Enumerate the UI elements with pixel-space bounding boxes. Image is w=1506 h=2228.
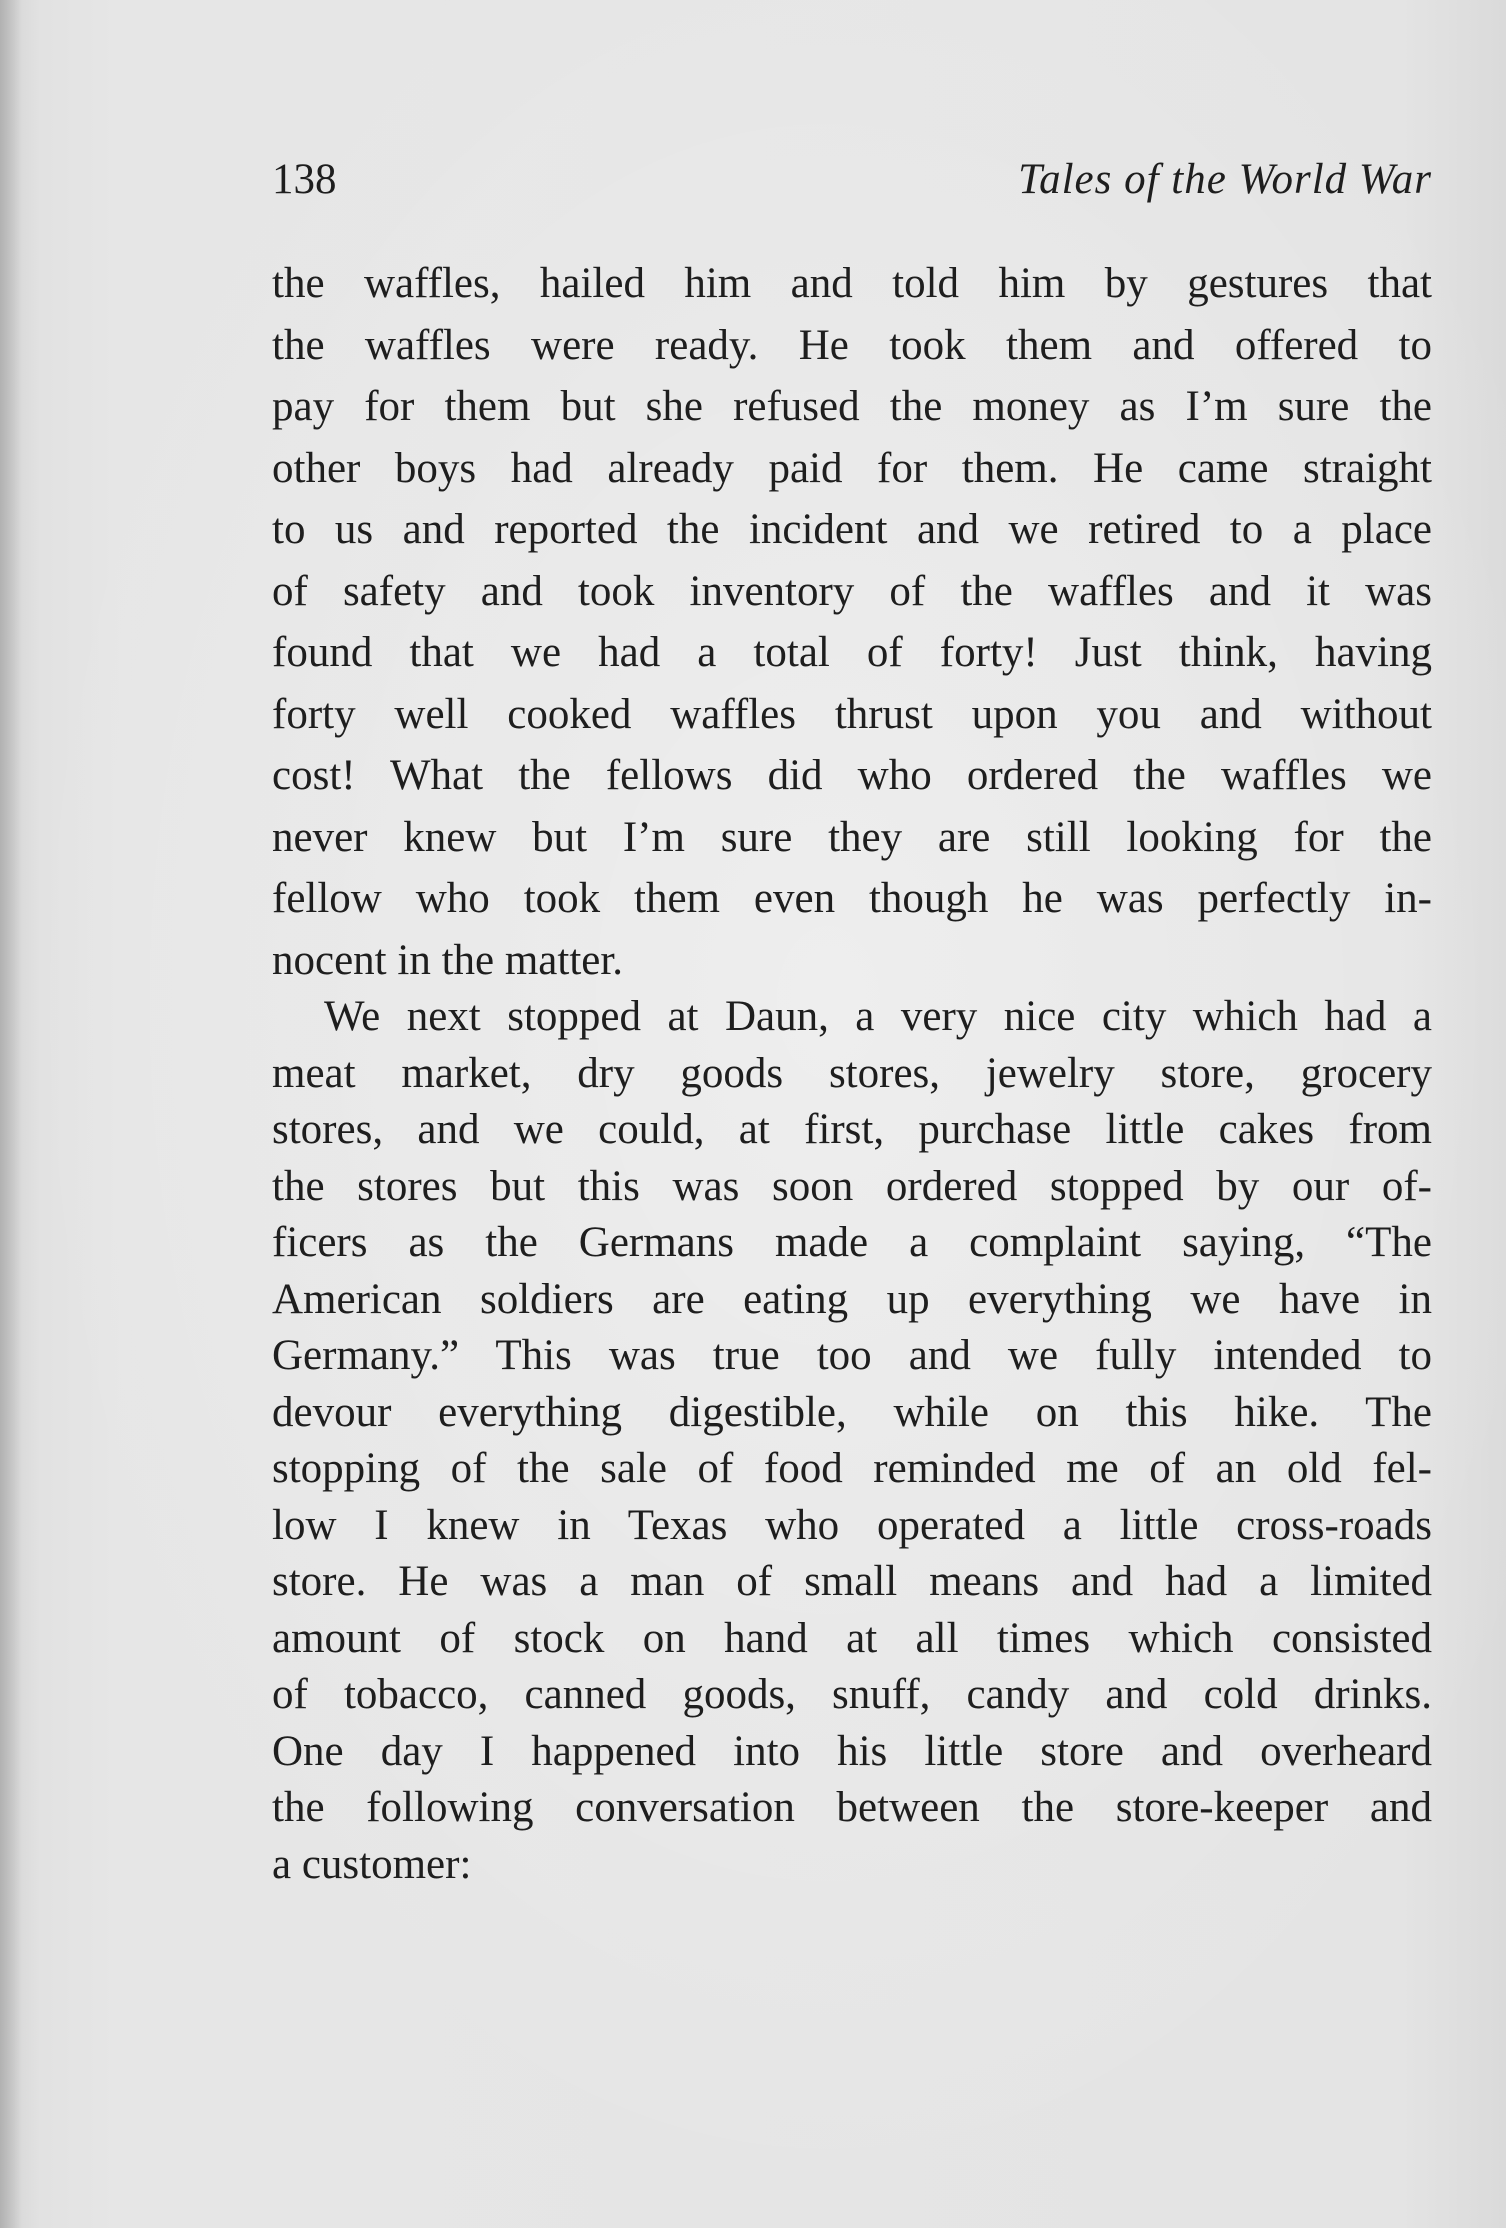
text-line: other boys had already paid for them. He came straight	[272, 444, 1432, 492]
page-edge-shadow	[0, 0, 22, 2228]
text-line: One day I happened into his little store and overheard	[272, 1727, 1432, 1775]
text-line: We next stopped at Daun, a very nice city which had a	[324, 993, 1432, 1040]
running-title: Tales of the World War	[1018, 156, 1432, 203]
text-line: stores, and we could, at first, purchase little cakes from	[272, 1106, 1432, 1153]
running-header	[272, 150, 1432, 210]
text-line: low I knew in Texas who operated a little cross-roads	[272, 1501, 1432, 1549]
text-line: American soldiers are eating up everything we have in	[272, 1275, 1432, 1323]
text-line: meat market, dry goods stores, jewelry store, grocery	[272, 1049, 1432, 1097]
paragraph-1	[272, 253, 1432, 991]
text-line: forty well cooked waffles thrust upon you and without	[272, 690, 1432, 738]
text-line: pay for them but she refused the money as I’m sure the	[272, 383, 1432, 430]
paragraph-2	[272, 989, 1432, 1893]
text-line: the following conversation between the store-keeper and	[272, 1784, 1432, 1831]
text-line: Germany.” This was true too and we fully intended to	[272, 1332, 1432, 1379]
text-line: the waffles, hailed him and told him by gestures that	[272, 260, 1432, 307]
text-line: to us and reported the incident and we retired to a place	[272, 506, 1432, 553]
page-number: 138	[272, 156, 337, 203]
text-line: devour everything digestible, while on this hike. The	[272, 1388, 1432, 1436]
text-line: of safety and took inventory of the waffles and it was	[272, 567, 1432, 615]
text-line: amount of stock on hand at all times which consisted	[272, 1614, 1432, 1662]
text-line: store. He was a man of small means and had a limited	[272, 1558, 1432, 1605]
text-line: never knew but I’m sure they are still looking for the	[272, 813, 1432, 861]
text-line: a customer:	[272, 1840, 472, 1888]
text-line: stopping of the sale of food reminded me of an old fel-	[272, 1445, 1432, 1492]
text-line: of tobacco, canned goods, snuff, candy and cold drinks.	[272, 1671, 1432, 1718]
text-line: the waffles were ready. He took them and offered to	[272, 321, 1432, 369]
text-line: fellow who took them even though he was perfectly in-	[272, 875, 1432, 922]
text-line: ficers as the Germans made a complaint saying, “The	[272, 1219, 1432, 1266]
text-line: cost! What the fellows did who ordered the waffles we	[272, 752, 1432, 799]
text-line: found that we had a total of forty! Just think, having	[272, 629, 1432, 676]
text-line: the stores but this was soon ordered stopped by our of-	[272, 1162, 1432, 1210]
text-line: nocent in the matter.	[272, 936, 624, 984]
